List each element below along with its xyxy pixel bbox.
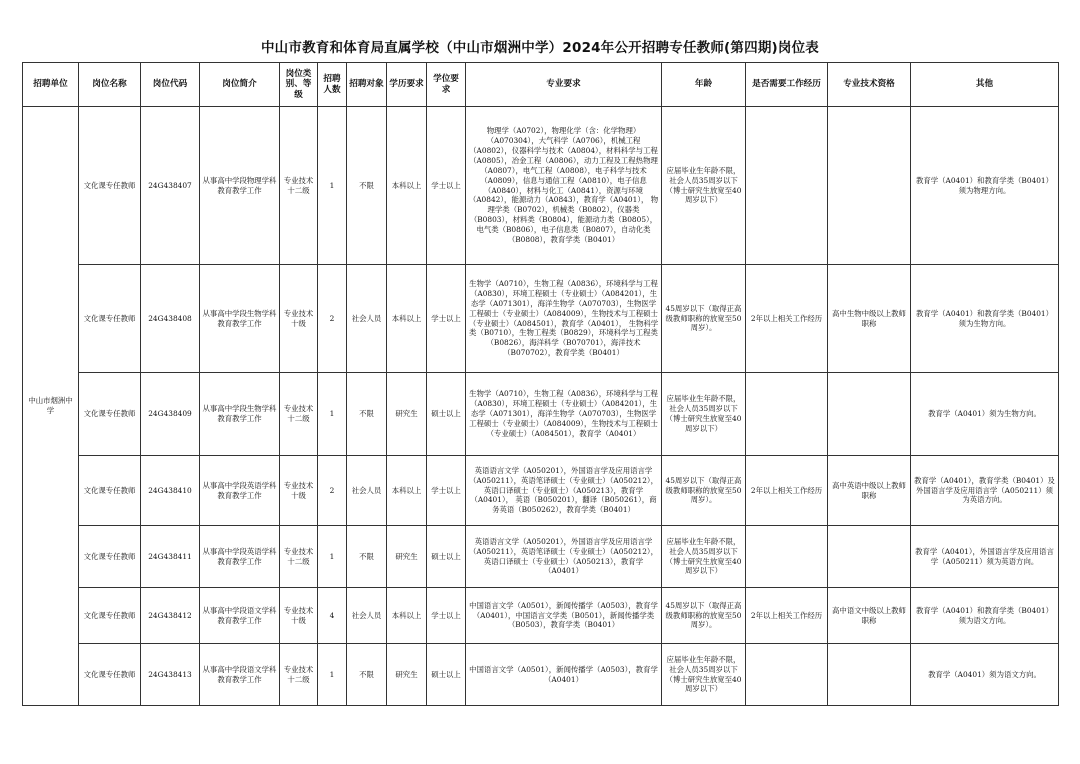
intro-cell: 从事高中学段物理学科教育教学工作 [200, 107, 280, 265]
header-intro: 岗位简介 [200, 63, 280, 107]
category-cell: 专业技术十级 [280, 265, 318, 373]
other-cell: 教育学（A0401）和教育学类（B0401）须为生物方向。 [911, 265, 1059, 373]
header-unit: 招聘单位 [23, 63, 79, 107]
age-cell: 应届毕业生年龄不限，社会人员35周岁以下（博士研究生放宽至40周岁以下） [662, 373, 746, 456]
code-cell: 24G438407 [141, 107, 200, 265]
experience-cell: 2年以上相关工作经历 [746, 588, 828, 644]
intro-cell: 从事高中学段生物学科教育教学工作 [200, 373, 280, 456]
header-qualification: 专业技术资格 [828, 63, 911, 107]
header-target: 招聘对象 [347, 63, 387, 107]
header-position: 岗位名称 [79, 63, 141, 107]
major-cell: 英语语言文学（A050201），外国语言学及应用语言学（A050211），英语笔译硕士（专业硕士）（A050212），英语口译硕士（专业硕士）（A050213），教育学（A0401）， 英语（B050201），翻译（B050261），商务英语（B050262），教育学类（B0401） [466, 456, 662, 526]
education-cell: 研究生 [387, 526, 427, 588]
other-cell: 教育学（A0401），教育学类（B0401）及外国语言学及应用语言学（A050211）须为英语方向。 [911, 456, 1059, 526]
experience-cell: 2年以上相关工作经历 [746, 456, 828, 526]
count-cell: 1 [318, 526, 347, 588]
count-cell: 1 [318, 107, 347, 265]
qualification-cell: 高中生物中级以上教师职称 [828, 265, 911, 373]
target-cell: 社会人员 [347, 456, 387, 526]
code-cell: 24G438413 [141, 644, 200, 706]
degree-cell: 学士以上 [427, 456, 466, 526]
category-cell: 专业技术十二级 [280, 373, 318, 456]
table-row [23, 456, 1059, 526]
position-cell: 文化课专任教师 [79, 107, 141, 265]
intro-cell: 从事高中学段英语学科教育教学工作 [200, 526, 280, 588]
qualification-cell [828, 526, 911, 588]
target-cell: 不限 [347, 644, 387, 706]
other-cell: 教育学（A0401），外国语言学及应用语言学（A050211）须为英语方向。 [911, 526, 1059, 588]
qualification-cell [828, 644, 911, 706]
category-cell: 专业技术十二级 [280, 644, 318, 706]
education-cell: 本科以上 [387, 265, 427, 373]
age-cell: 45周岁以下（取得正高级教师职称的放宽至50周岁）。 [662, 456, 746, 526]
category-cell: 专业技术十二级 [280, 107, 318, 265]
other-cell: 教育学（A0401）须为生物方向。 [911, 373, 1059, 456]
position-cell: 文化课专任教师 [79, 644, 141, 706]
education-cell: 研究生 [387, 644, 427, 706]
qualification-cell: 高中语文中级以上教师职称 [828, 588, 911, 644]
header-experience: 是否需要工作经历 [746, 63, 828, 107]
intro-cell: 从事高中学段英语学科教育教学工作 [200, 456, 280, 526]
category-cell: 专业技术十级 [280, 456, 318, 526]
header-major: 专业要求 [466, 63, 662, 107]
code-cell: 24G438411 [141, 526, 200, 588]
header-category: 岗位类别、等级 [280, 63, 318, 107]
qualification-cell [828, 107, 911, 265]
major-cell: 物理学（A0702），物理化学（含：化学物理）（A070304），大气科学（A0706），机械工程（A0802），仪器科学与技术（A0804），材料科学与工程（A0805），冶金工程（A0806），动力工程及工程热物理（A0807），电气工程（A0808），电子科学与技术（A0809），信息与通信工程（A0810），电子信息（A0840），材料与化工（A0841），资源与环境（A0842），能源动力（A0843），教育学（A0401）， 物理学类（B0702），机械类（B0802），仪器类（B0803），材料类（B0804），能源动力类（B0805），电气类（B0806），电子信息类（B0807），自动化类（B0808），教育学类（B0401） [466, 107, 662, 265]
experience-cell: 2年以上相关工作经历 [746, 265, 828, 373]
header-code: 岗位代码 [141, 63, 200, 107]
category-cell: 专业技术十二级 [280, 526, 318, 588]
table-row [23, 588, 1059, 644]
experience-cell [746, 644, 828, 706]
table-row [23, 373, 1059, 456]
degree-cell: 学士以上 [427, 265, 466, 373]
header-count: 招聘人数 [318, 63, 347, 107]
degree-cell: 学士以上 [427, 107, 466, 265]
count-cell: 2 [318, 265, 347, 373]
position-cell: 文化课专任教师 [79, 588, 141, 644]
document-title: 中山市教育和体育局直属学校（中山市烟洲中学）2024年公开招聘专任教师(第四期)岗位表 [260, 40, 819, 56]
code-cell: 24G438412 [141, 588, 200, 644]
table-row [23, 107, 1059, 265]
major-cell: 生物学（A0710），生物工程（A0836），环境科学与工程（A0830），环境工程硕士（专业硕士）（A084201），生态学（A071301），海洋生物学（A070703），生物医学工程硕士（专业硕士）（A084009），生物技术与工程硕士（专业硕士）（A084501），教育学（A0401）， 生物科学类（B0710），生物工程类（B0829），环境科学与工程类（B0826），海洋科学（B070701），海洋技术（B070702），教育学类（B0401） [466, 265, 662, 373]
position-cell: 文化课专任教师 [79, 526, 141, 588]
header-degree: 学位要求 [427, 63, 466, 107]
count-cell: 4 [318, 588, 347, 644]
degree-cell: 学士以上 [427, 588, 466, 644]
target-cell: 不限 [347, 373, 387, 456]
positions-table [22, 62, 1059, 706]
table-row [23, 526, 1059, 588]
header-education: 学历要求 [387, 63, 427, 107]
education-cell: 本科以上 [387, 456, 427, 526]
table-row [23, 644, 1059, 706]
major-cell: 英语语言文学（A050201），外国语言学及应用语言学（A050211），英语笔译硕士（专业硕士）（A050212），英语口译硕士（专业硕士）（A050213），教育学（A0401） [466, 526, 662, 588]
degree-cell: 硕士以上 [427, 526, 466, 588]
qualification-cell: 高中英语中级以上教师职称 [828, 456, 911, 526]
other-cell: 教育学（A0401）须为语文方向。 [911, 644, 1059, 706]
experience-cell [746, 526, 828, 588]
intro-cell: 从事高中学段语文学科教育教学工作 [200, 588, 280, 644]
education-cell: 本科以上 [387, 107, 427, 265]
experience-cell [746, 107, 828, 265]
age-cell: 45周岁以下（取得正高级教师职称的放宽至50周岁）。 [662, 588, 746, 644]
age-cell: 应届毕业生年龄不限，社会人员35周岁以下（博士研究生放宽至40周岁以下） [662, 644, 746, 706]
unit-name-cell: 中山市烟洲中学 [23, 107, 79, 706]
code-cell: 24G438408 [141, 265, 200, 373]
target-cell: 不限 [347, 526, 387, 588]
position-cell: 文化课专任教师 [79, 373, 141, 456]
major-cell: 生物学（A0710），生物工程（A0836），环境科学与工程（A0830），环境工程硕士（专业硕士）（A084201），生态学（A071301），海洋生物学（A070703），生物医学工程硕士（专业硕士）（A084009），生物技术与工程硕士（专业硕士）（A084501），教育学（A0401） [466, 373, 662, 456]
degree-cell: 硕士以上 [427, 644, 466, 706]
experience-cell [746, 373, 828, 456]
education-cell: 本科以上 [387, 588, 427, 644]
degree-cell: 硕士以上 [427, 373, 466, 456]
major-cell: 中国语言文学（A0501），新闻传播学（A0503），教育学（A0401），中国语言文学类（B0501），新闻传播学类（B0503），教育学类（B0401） [466, 588, 662, 644]
intro-cell: 从事高中学段生物学科教育教学工作 [200, 265, 280, 373]
target-cell: 社会人员 [347, 588, 387, 644]
count-cell: 1 [318, 373, 347, 456]
intro-cell: 从事高中学段语文学科教育教学工作 [200, 644, 280, 706]
count-cell: 2 [318, 456, 347, 526]
education-cell: 研究生 [387, 373, 427, 456]
position-cell: 文化课专任教师 [79, 456, 141, 526]
count-cell: 1 [318, 644, 347, 706]
age-cell: 45周岁以下（取得正高级教师职称的放宽至50周岁）。 [662, 265, 746, 373]
other-cell: 教育学（A0401）和教育学类（B0401）须为语文方向。 [911, 588, 1059, 644]
category-cell: 专业技术十级 [280, 588, 318, 644]
header-age: 年龄 [662, 63, 746, 107]
position-cell: 文化课专任教师 [79, 265, 141, 373]
qualification-cell [828, 373, 911, 456]
other-cell: 教育学（A0401）和教育学类（B0401）须为物理方向。 [911, 107, 1059, 265]
code-cell: 24G438410 [141, 456, 200, 526]
table-row [23, 265, 1059, 373]
age-cell: 应届毕业生年龄不限，社会人员35周岁以下（博士研究生放宽至40周岁以下） [662, 526, 746, 588]
major-cell: 中国语言文学（A0501），新闻传播学（A0503），教育学（A0401） [466, 644, 662, 706]
code-cell: 24G438409 [141, 373, 200, 456]
target-cell: 不限 [347, 107, 387, 265]
header-row [23, 63, 1059, 107]
target-cell: 社会人员 [347, 265, 387, 373]
age-cell: 应届毕业生年龄不限，社会人员35周岁以下（博士研究生放宽至40周岁以下） [662, 107, 746, 265]
header-other: 其他 [911, 63, 1059, 107]
